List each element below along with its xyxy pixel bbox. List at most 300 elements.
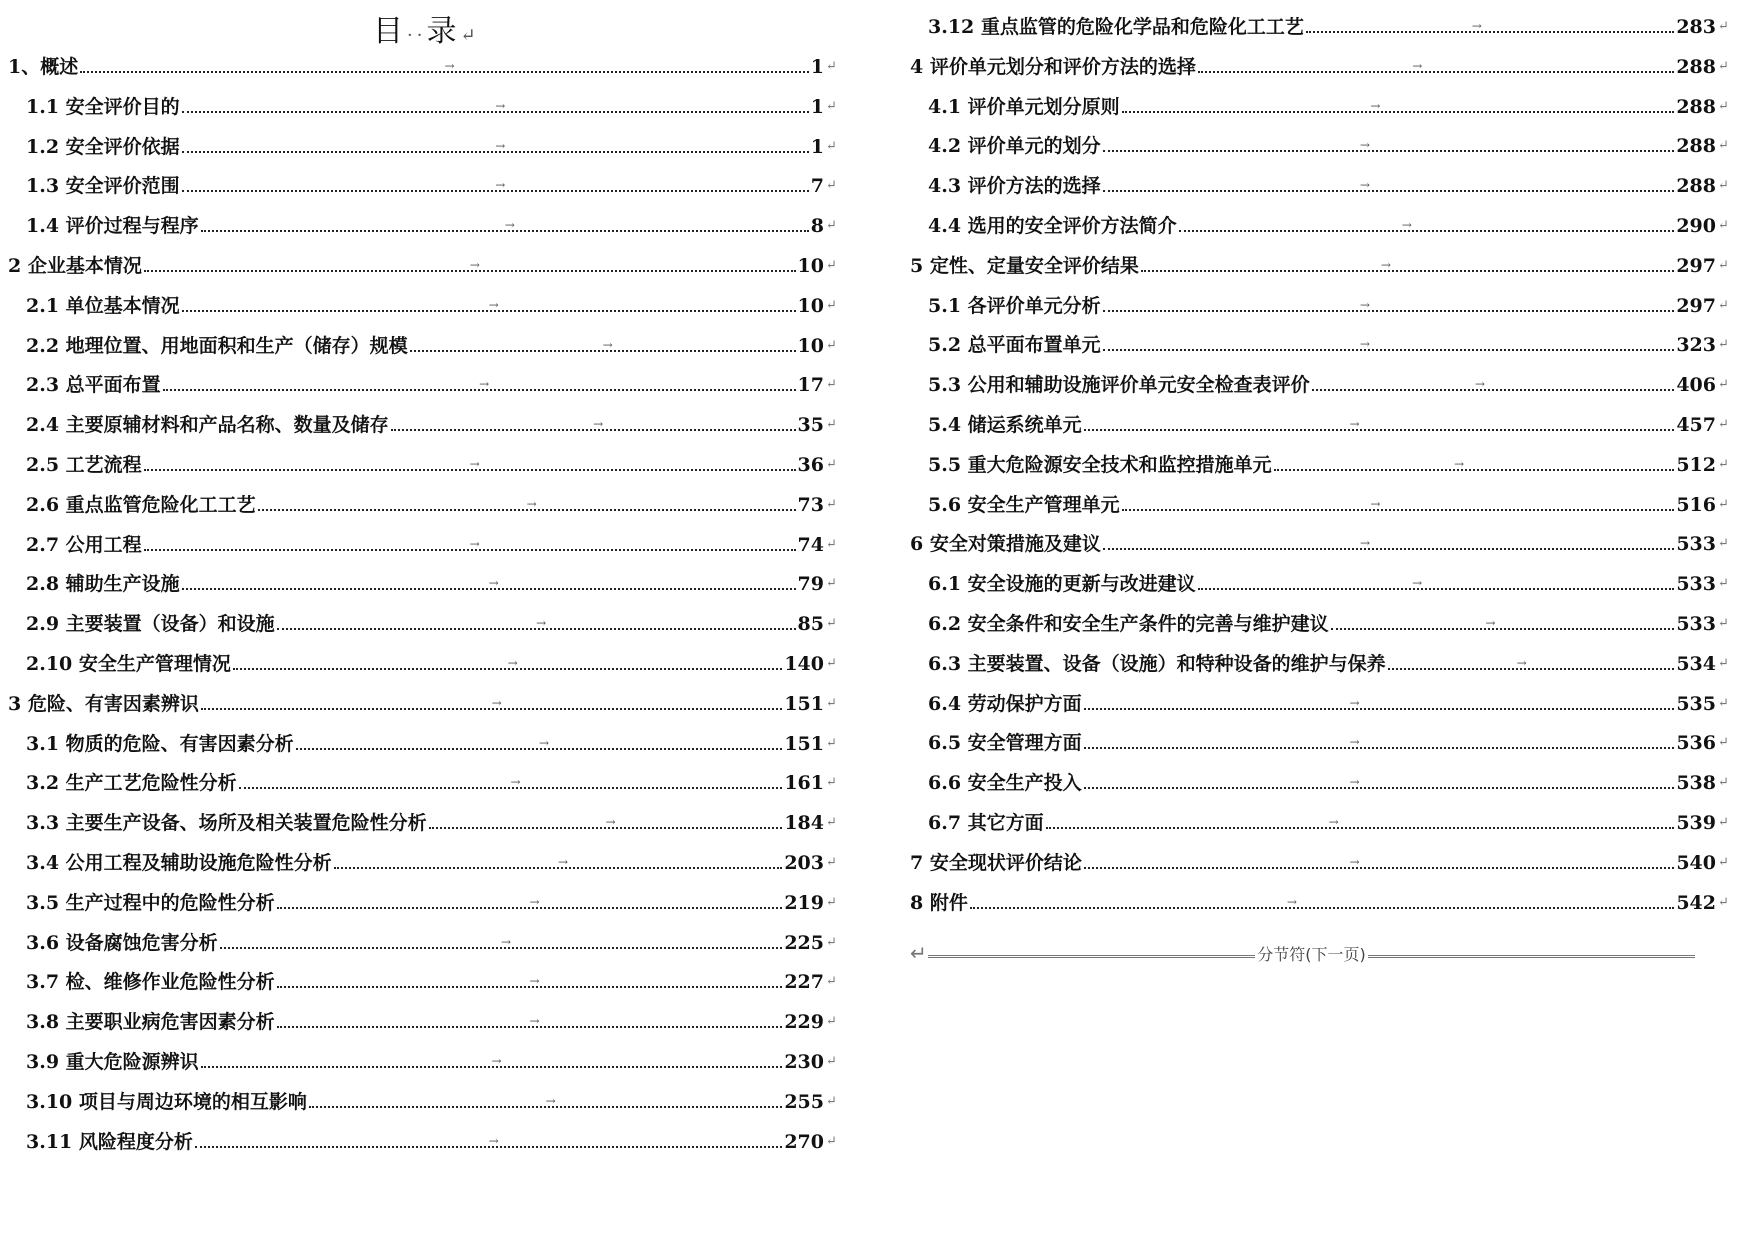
paragraph-mark-icon: ↵ <box>1718 98 1729 114</box>
tab-mark-icon: → <box>529 1014 540 1029</box>
toc-entry[interactable] <box>8 685 838 715</box>
toc-entry-page: 512 <box>1676 453 1716 476</box>
paragraph-mark-icon: ↵ <box>1718 417 1729 432</box>
toc-entry-label: 5.6 安全生产管理单元 <box>928 493 1120 516</box>
paragraph-mark-icon: ↵ <box>826 1054 837 1069</box>
toc-entry[interactable] <box>910 88 1730 118</box>
toc-entry[interactable] <box>910 247 1730 277</box>
tab-mark-icon: → <box>491 1054 502 1068</box>
tab-mark-icon: → <box>1359 178 1370 193</box>
paragraph-mark-icon: ↵ <box>1718 894 1729 910</box>
toc-dot-leader <box>182 138 809 153</box>
toc-entry[interactable] <box>8 963 838 993</box>
toc-entry[interactable] <box>910 764 1730 794</box>
toc-entry-page: 540 <box>1676 851 1716 874</box>
toc-entry-label: 3.11 风险程度分析 <box>26 1130 193 1153</box>
paragraph-mark-icon: ↵ <box>1718 536 1729 552</box>
tab-mark-icon: → <box>1359 337 1370 352</box>
toc-entry-label: 6.1 安全设施的更新与改进建议 <box>928 573 1196 596</box>
paragraph-mark-icon: ↵ <box>910 941 927 965</box>
toc-entry-label: 3.4 公用工程及辅助设施危险性分析 <box>26 852 332 874</box>
toc-dot-leader <box>1198 58 1674 73</box>
tab-mark-icon: → <box>1328 815 1339 829</box>
paragraph-mark-icon: ↵ <box>826 735 837 751</box>
paragraph-mark-icon: ↵ <box>826 98 837 114</box>
toc-entry-label: 2.7 公用工程 <box>26 533 142 556</box>
toc-entry-page: 538 <box>1676 772 1716 795</box>
toc-entry[interactable] <box>8 88 838 118</box>
toc-entry-page: 1 <box>810 95 824 118</box>
tab-mark-icon: → <box>1471 19 1482 33</box>
toc-entry-page: 10 <box>797 294 824 317</box>
toc-entry-page: 533 <box>1676 533 1716 556</box>
tab-mark-icon: → <box>545 1093 556 1108</box>
toc-entry[interactable] <box>910 844 1730 874</box>
toc-entry-label: 5.3 公用和辅助设施评价单元安全检查表评价 <box>928 374 1310 397</box>
paragraph-mark-icon: ↵ <box>826 894 837 910</box>
paragraph-mark-icon: ↵ <box>826 775 837 791</box>
toc-entry[interactable] <box>8 764 838 794</box>
toc-entry-label: 1.1 安全评价目的 <box>26 95 180 118</box>
paragraph-mark-icon: ↵ <box>1718 58 1729 74</box>
section-break-label: 分节符(下一页) <box>1257 944 1366 964</box>
toc-entry[interactable] <box>910 565 1730 595</box>
paragraph-mark-icon: ↵ <box>826 934 837 950</box>
toc-title: 目··录↵ <box>373 14 480 49</box>
toc-entry[interactable] <box>8 446 838 476</box>
paragraph-mark-icon: ↵ <box>826 1014 837 1030</box>
toc-dot-leader <box>201 1054 783 1068</box>
toc-dot-leader <box>239 775 783 790</box>
toc-entry[interactable] <box>8 804 838 834</box>
toc-entry-page: 151 <box>784 692 824 715</box>
toc-entry-page: 516 <box>1676 493 1716 516</box>
tab-mark-icon: → <box>510 775 521 790</box>
toc-entry-label: 5.4 储运系统单元 <box>928 414 1082 436</box>
paragraph-mark-icon: ↵ <box>826 337 837 353</box>
toc-entry-label: 4.2 评价单元的划分 <box>928 135 1101 158</box>
paragraph-mark-icon: ↵ <box>826 855 837 870</box>
tab-mark-icon: → <box>1474 377 1485 392</box>
tab-mark-icon: → <box>558 855 569 869</box>
toc-entry-page: 283 <box>1676 16 1716 38</box>
toc-entry-label: 6.4 劳动保护方面 <box>928 692 1082 715</box>
toc-dot-leader <box>1198 576 1675 591</box>
toc-entry[interactable] <box>910 8 1730 38</box>
toc-entry-page: 140 <box>784 653 824 675</box>
paragraph-mark-icon: ↵ <box>1718 655 1729 671</box>
toc-dot-leader <box>182 98 809 113</box>
toc-entry-page: 230 <box>784 1051 824 1073</box>
tab-mark-icon: → <box>1359 138 1370 153</box>
toc-dot-leader <box>1084 735 1675 750</box>
toc-entry[interactable] <box>8 207 838 237</box>
toc-entry-page: 288 <box>1676 135 1716 158</box>
toc-dot-leader <box>277 1014 783 1029</box>
toc-entry-label: 3.2 生产工艺危险性分析 <box>26 772 237 795</box>
toc-dot-leader <box>1103 337 1675 352</box>
tab-mark-icon: → <box>1349 854 1360 869</box>
toc-entry-label: 6.7 其它方面 <box>928 812 1044 834</box>
paragraph-mark-icon: ↵ <box>826 974 837 990</box>
toc-dot-leader <box>220 934 783 949</box>
toc-entry[interactable] <box>910 446 1730 476</box>
toc-entry[interactable] <box>8 1083 838 1113</box>
toc-dot-leader <box>1122 496 1675 511</box>
toc-entry[interactable] <box>8 48 838 78</box>
paragraph-mark-icon: ↵ <box>1718 337 1729 353</box>
toc-entry-page: 184 <box>784 812 824 835</box>
toc-dot-leader <box>296 735 783 750</box>
toc-entry-page: 227 <box>784 971 824 994</box>
toc-entry-label: 3.7 检、维修作业危险性分析 <box>26 971 275 994</box>
tab-mark-icon: → <box>1286 894 1297 909</box>
tab-mark-icon: → <box>1370 496 1381 511</box>
toc-entry[interactable] <box>8 884 838 914</box>
paragraph-mark-icon: ↵ <box>460 25 480 46</box>
toc-dot-leader <box>1084 695 1675 710</box>
toc-dot-leader <box>163 377 796 392</box>
toc-dot-leader <box>1084 417 1675 431</box>
toc-entry-label: 3.9 重大危险源辨识 <box>26 1051 199 1073</box>
toc-dot-leader <box>182 576 796 591</box>
toc-entry-page: 1 <box>810 56 824 78</box>
toc-entry-label: 3.8 主要职业病危害因素分析 <box>26 1011 275 1034</box>
paragraph-mark-icon: ↵ <box>1718 735 1729 751</box>
toc-entry-page: 457 <box>1676 414 1716 436</box>
tab-mark-icon: → <box>1349 775 1360 790</box>
toc-entry[interactable] <box>910 525 1730 555</box>
tab-mark-icon: → <box>602 337 613 352</box>
toc-entry-page: 161 <box>784 772 824 795</box>
toc-dot-leader <box>309 1093 782 1108</box>
toc-entry-label: 4.1 评价单元划分原则 <box>928 95 1120 118</box>
paragraph-mark-icon: ↵ <box>826 297 837 313</box>
toc-entry-label: 6 安全对策措施及建议 <box>910 533 1101 556</box>
toc-entry[interactable] <box>8 924 838 954</box>
toc-entry-label: 7 安全现状评价结论 <box>910 851 1082 874</box>
paragraph-mark-icon: ↵ <box>826 178 837 194</box>
toc-entry-label: 3 危险、有害因素辨识 <box>8 692 199 715</box>
toc-entry-page: 10 <box>797 334 824 357</box>
tab-mark-icon: → <box>526 496 537 511</box>
toc-entry-page: 288 <box>1676 175 1716 198</box>
toc-entry[interactable] <box>8 1003 838 1033</box>
toc-entry[interactable] <box>910 804 1730 834</box>
toc-entry-page: 533 <box>1676 573 1716 596</box>
toc-entry-label: 1.2 安全评价依据 <box>26 135 180 158</box>
paragraph-mark-icon: ↵ <box>1718 576 1729 592</box>
toc-entry-page: 406 <box>1676 374 1716 397</box>
paragraph-mark-icon: ↵ <box>826 59 837 74</box>
toc-entry-page: 536 <box>1676 732 1716 755</box>
paragraph-mark-icon: ↵ <box>1718 854 1729 870</box>
tab-mark-icon: → <box>488 576 499 591</box>
toc-entry-label: 1.4 评价过程与程序 <box>26 215 199 238</box>
toc-entry[interactable] <box>8 1043 838 1073</box>
toc-entry-page: 7 <box>810 175 824 198</box>
paragraph-mark-icon: ↵ <box>826 1093 837 1109</box>
tab-mark-icon: → <box>529 974 540 989</box>
toc-dot-leader <box>277 616 796 631</box>
toc-entry-page: 1 <box>810 135 824 158</box>
toc-entry-label: 2.4 主要原辅材料和产品名称、数量及储存 <box>26 414 389 437</box>
toc-entry-page: 290 <box>1676 215 1716 237</box>
tab-mark-icon: → <box>1401 218 1412 232</box>
toc-entry-page: 79 <box>797 573 824 596</box>
toc-entry-page: 534 <box>1676 652 1716 675</box>
paragraph-mark-icon: ↵ <box>826 815 837 831</box>
paragraph-mark-icon: ↵ <box>1718 178 1729 194</box>
tab-mark-icon: → <box>1359 297 1370 312</box>
toc-entry-label: 2.10 安全生产管理情况 <box>26 653 231 675</box>
toc-entry-page: 225 <box>784 931 824 954</box>
toc-dot-leader <box>1331 616 1675 630</box>
tab-mark-icon: → <box>444 59 455 73</box>
toc-entry-page: 74 <box>797 533 824 556</box>
toc-entry-label: 6.6 安全生产投入 <box>928 772 1082 795</box>
toc-entry-page: 297 <box>1676 294 1716 317</box>
tab-mark-icon: → <box>488 297 499 312</box>
toc-entry-page: 17 <box>797 374 824 397</box>
toc-entry-page: 35 <box>797 414 824 437</box>
toc-entry-page: 36 <box>797 454 824 476</box>
toc-entry[interactable] <box>8 327 838 357</box>
tab-mark-icon: → <box>491 695 502 710</box>
tab-mark-icon: → <box>1349 695 1360 710</box>
toc-entry[interactable] <box>910 605 1730 635</box>
tab-mark-icon: → <box>1360 536 1371 551</box>
toc-dot-leader <box>182 178 809 193</box>
toc-entry-page: 8 <box>810 215 824 238</box>
toc-entry-label: 5.1 各评价单元分析 <box>928 294 1101 317</box>
paragraph-mark-icon: ↵ <box>826 258 837 273</box>
toc-entry[interactable] <box>910 486 1730 516</box>
tab-mark-icon: → <box>488 1133 499 1148</box>
toc-entry-page: 535 <box>1676 692 1716 715</box>
tab-mark-icon: → <box>469 457 480 471</box>
paragraph-mark-icon: ↵ <box>1718 815 1729 830</box>
paragraph-mark-icon: ↵ <box>826 1133 837 1149</box>
tab-mark-icon: → <box>501 934 512 949</box>
toc-entry-label: 3.10 项目与周边环境的相互影响 <box>26 1090 307 1113</box>
tab-mark-icon: → <box>539 735 550 750</box>
toc-entry[interactable] <box>8 128 838 158</box>
tab-mark-icon: → <box>469 258 480 272</box>
paragraph-mark-icon: ↵ <box>826 218 837 234</box>
toc-entry-label: 5 定性、定量安全评价结果 <box>910 254 1139 277</box>
tab-mark-icon: → <box>495 138 506 153</box>
toc-entry-label: 2.2 地理位置、用地面积和生产（储存）规模 <box>26 334 408 357</box>
paragraph-mark-icon: ↵ <box>826 417 837 433</box>
tab-mark-icon: → <box>504 218 515 233</box>
toc-entry-page: 288 <box>1676 95 1716 118</box>
toc-entry[interactable] <box>8 406 838 436</box>
toc-dot-leader <box>258 496 796 511</box>
toc-entry-label: 3.3 主要生产设备、场所及相关装置危险性分析 <box>26 812 427 835</box>
toc-entry-label: 4.3 评价方法的选择 <box>928 175 1101 198</box>
tab-mark-icon: → <box>495 98 506 113</box>
toc-entry[interactable] <box>8 247 838 277</box>
tab-mark-icon: → <box>479 377 490 392</box>
toc-dot-leader <box>1103 536 1674 551</box>
paragraph-mark-icon: ↵ <box>826 616 837 632</box>
toc-title-char-1: 目 <box>373 14 407 49</box>
toc-dot-leader <box>429 815 783 830</box>
toc-entry[interactable] <box>910 724 1730 754</box>
toc-entry-label: 1.3 安全评价范围 <box>26 175 180 198</box>
toc-entry[interactable] <box>8 167 838 197</box>
toc-entry[interactable] <box>910 406 1730 436</box>
paragraph-mark-icon: ↵ <box>826 457 837 472</box>
toc-entry-page: 85 <box>797 613 824 636</box>
toc-entry-label: 6.3 主要装置、设备（设施）和特种设备的维护与保养 <box>928 652 1386 675</box>
toc-dot-leader <box>201 695 782 710</box>
toc-entry[interactable] <box>8 844 838 874</box>
tab-mark-icon: → <box>469 536 480 551</box>
toc-entry-label: 3.6 设备腐蚀危害分析 <box>26 931 218 954</box>
toc-entry[interactable] <box>910 167 1730 197</box>
toc-entry-label: 2 企业基本情况 <box>8 255 142 277</box>
toc-entry[interactable] <box>910 685 1730 715</box>
toc-entry-label: 2.9 主要装置（设备）和设施 <box>26 613 275 636</box>
toc-dot-leader <box>1084 854 1674 869</box>
toc-dot-leader <box>1274 456 1675 471</box>
tab-mark-icon: → <box>1412 58 1423 73</box>
toc-entry-page: 10 <box>797 255 824 277</box>
toc-dot-leader <box>144 258 796 272</box>
toc-entry[interactable] <box>8 1123 838 1153</box>
tab-mark-icon: → <box>1349 735 1360 750</box>
tab-mark-icon: → <box>1349 417 1360 431</box>
paragraph-mark-icon: ↵ <box>1718 297 1729 313</box>
toc-entry[interactable] <box>8 366 838 396</box>
toc-dot-leader <box>1122 98 1675 113</box>
paragraph-mark-icon: ↵ <box>1718 775 1729 791</box>
toc-entry[interactable] <box>910 645 1730 675</box>
toc-dot-leader <box>1103 178 1675 193</box>
toc-entry-label: 2.8 辅助生产设施 <box>26 573 180 596</box>
tab-mark-icon: → <box>605 815 616 830</box>
toc-entry[interactable] <box>8 565 838 595</box>
toc-entry-page: 151 <box>784 732 824 755</box>
toc-dot-leader <box>410 337 796 352</box>
toc-entry-page: 542 <box>1676 891 1716 914</box>
tab-mark-icon: → <box>1380 257 1391 272</box>
toc-entry-page: 297 <box>1676 254 1716 277</box>
paragraph-mark-icon: ↵ <box>826 536 837 552</box>
toc-entry-label: 1、概述 <box>8 56 79 78</box>
toc-title-char-2: 录 <box>426 14 461 49</box>
toc-entry[interactable] <box>910 884 1730 914</box>
toc-dot-leader <box>391 417 796 432</box>
paragraph-mark-icon: ↵ <box>1718 138 1729 154</box>
toc-entry-page: 539 <box>1676 812 1716 834</box>
toc-entry[interactable] <box>8 725 838 755</box>
toc-entry-label: 3.1 物质的危险、有害因素分析 <box>26 732 294 755</box>
section-break <box>910 940 1695 966</box>
toc-entry[interactable] <box>8 486 838 516</box>
tab-mark-icon: → <box>1453 456 1465 471</box>
toc-entry-label: 2.6 重点监管危险化工工艺 <box>26 493 256 516</box>
paragraph-mark-icon: ↵ <box>826 377 837 393</box>
toc-dot-leader <box>1312 377 1675 392</box>
toc-entry-label: 4 评价单元划分和评价方法的选择 <box>910 55 1196 78</box>
toc-entry-page: 255 <box>784 1090 824 1113</box>
tab-mark-icon: → <box>536 616 547 631</box>
toc-entry[interactable] <box>8 605 838 635</box>
toc-entry[interactable] <box>910 48 1730 78</box>
toc-dot-leader <box>1306 19 1674 33</box>
toc-dot-leader <box>1141 257 1674 272</box>
tab-mark-icon: → <box>1412 576 1423 591</box>
paragraph-mark-icon: ↵ <box>1718 19 1729 34</box>
toc-entry-label: 5.2 总平面布置单元 <box>928 334 1101 357</box>
toc-entry-label: 2.5 工艺流程 <box>26 454 142 476</box>
toc-dot-leader <box>1046 815 1675 829</box>
toc-dot-leader <box>1388 655 1675 670</box>
toc-entry-label: 3.5 生产过程中的危险性分析 <box>26 891 275 914</box>
section-break-line <box>928 955 1255 958</box>
toc-entry[interactable] <box>8 287 838 317</box>
toc-entry-page: 73 <box>797 493 824 516</box>
tab-mark-icon: → <box>1370 98 1381 113</box>
toc-entry-page: 288 <box>1676 55 1716 78</box>
paragraph-mark-icon: ↵ <box>1718 695 1729 711</box>
toc-entry-page: 323 <box>1676 334 1716 357</box>
toc-dot-leader <box>1179 218 1675 232</box>
tab-mark-icon: → <box>593 417 604 432</box>
toc-entry-label: 6.2 安全条件和安全生产条件的完善与维护建议 <box>928 613 1329 635</box>
toc-entry-label: 2.3 总平面布置 <box>26 374 161 397</box>
toc-entry[interactable] <box>910 366 1730 396</box>
toc-entry-label: 3.12 重点监管的危险化学品和危险化工工艺 <box>928 16 1304 38</box>
toc-entry-label: 8 附件 <box>910 891 968 914</box>
toc-entry-page: 533 <box>1676 613 1716 635</box>
toc-entry[interactable] <box>8 645 838 675</box>
paragraph-mark-icon: ↵ <box>1718 218 1729 233</box>
paragraph-mark-icon: ↵ <box>826 496 837 512</box>
toc-entry-label: 6.5 安全管理方面 <box>928 732 1082 755</box>
toc-dot-leader <box>201 218 809 233</box>
paragraph-mark-icon: ↵ <box>1718 496 1729 512</box>
toc-dot-leader <box>80 59 809 73</box>
toc-entry-page: 270 <box>784 1130 824 1153</box>
toc-entry-page: 219 <box>784 891 824 914</box>
toc-entry[interactable] <box>910 207 1730 237</box>
paragraph-mark-icon: ↵ <box>826 656 837 671</box>
paragraph-mark-icon: ↵ <box>826 576 837 592</box>
paragraph-mark-icon: ↵ <box>1718 616 1729 631</box>
toc-dot-leader <box>970 894 1674 909</box>
paragraph-mark-icon: ↵ <box>826 695 837 711</box>
toc-dot-leader <box>182 297 796 312</box>
toc-entry-label: 5.5 重大危险源安全技术和监控措施单元 <box>928 453 1272 476</box>
toc-entry-label: 2.1 单位基本情况 <box>26 294 180 317</box>
toc-dot-leader <box>233 656 782 670</box>
toc-entry[interactable] <box>910 326 1730 356</box>
toc-entry[interactable] <box>8 526 838 556</box>
toc-entry-label: 4.4 选用的安全评价方法简介 <box>928 215 1177 237</box>
toc-entry[interactable] <box>910 127 1730 157</box>
toc-entry[interactable] <box>910 287 1730 317</box>
paragraph-mark-icon: ↵ <box>1718 456 1729 472</box>
toc-dot-leader <box>1103 138 1675 153</box>
paragraph-mark-icon: ↵ <box>1718 377 1729 393</box>
toc-entry-page: 203 <box>784 852 824 874</box>
toc-dot-leader <box>1103 297 1675 312</box>
tab-mark-icon: → <box>1516 655 1527 670</box>
